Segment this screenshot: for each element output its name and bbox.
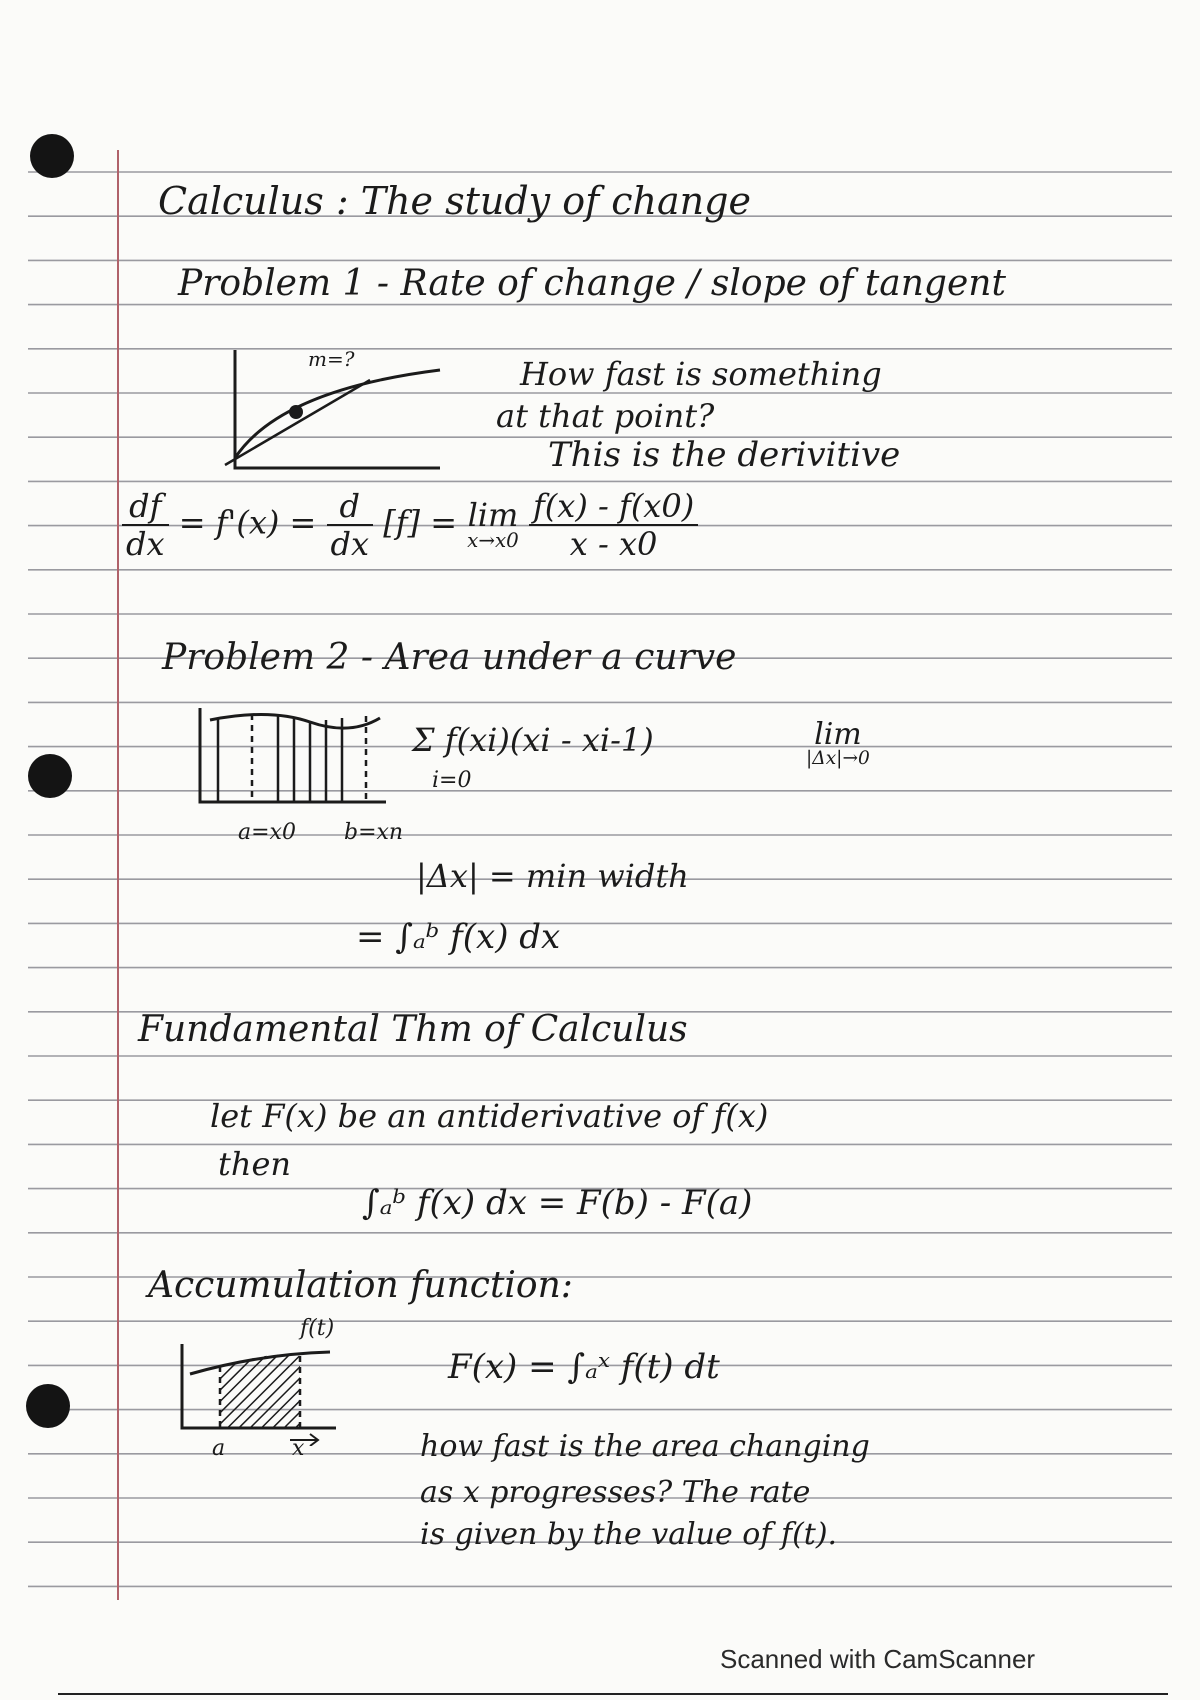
problem1-question-1: How fast is something [520,355,882,393]
slope-label: m=? [308,347,355,371]
accumulation-definition: F(x) = ∫ₐˣ f(t) dt [448,1347,720,1387]
riemann-axis-b: b=xn [344,820,404,845]
accumulation-axis-a: a [212,1436,226,1461]
ftc-line1: let F(x) be an antiderivative of f(x) [210,1097,769,1135]
problem2-heading: Problem 2 - Area under a curve [162,637,737,678]
page-title: Calculus : The study of change [158,179,751,223]
binder-hole-top [30,134,74,178]
derivative-definition [122,487,698,563]
min-width-note: |Δx| = min width [416,857,689,895]
riemann-axis-a: a=x0 [238,820,296,845]
accumulation-curve-label: f(t) [300,1316,335,1341]
riemann-sum-sketch [190,700,390,820]
ftc-heading: Fundamental Thm of Calculus [138,1009,688,1050]
accumulation-sketch [160,1336,340,1446]
ftc-formula: ∫ₐᵇ f(x) dx = F(b) - F(a) [362,1183,753,1223]
difference-quotient: $\frac{f(x) - f(x0)}{x - x0}$ [529,490,698,560]
bracket-f: [f] = [383,503,457,542]
accumulation-question-2: as x progresses? The rate [420,1475,811,1510]
tangent-sketch [220,340,450,480]
riemann-sum [412,721,654,759]
accumulation-heading: Accumulation function: [148,1265,573,1306]
riemann-limit [806,717,870,769]
limit-word: lim [814,717,862,752]
problem1-heading: Problem 1 - Rate of change / slope of tangent [178,263,1006,304]
sum-expression: Σ f(xi)(xi - xi-1) [412,721,654,759]
binder-hole-bottom [26,1384,70,1428]
area-integral: = ∫ₐᵇ f(x) dx [356,917,561,957]
scanner-watermark: Scanned with CamScanner [720,1644,1036,1674]
accumulation-question-1: how fast is the area changing [420,1429,870,1464]
d-dx-operator: $\frac{d}{dx}$ [327,490,374,560]
derivative-equals: = f'(x) = [178,503,317,542]
problem1-note: This is the derivitive [548,435,901,475]
problem1-question-2: at that point? [496,397,715,435]
binder-hole-middle [28,754,72,798]
df-dx-fraction: $\frac{df}{dx}$ [122,490,169,560]
limit-operator: lim x→x0 [467,496,519,553]
accumulation-axis-x: x [292,1436,305,1461]
sum-index: i=0 [432,768,472,793]
ftc-line2 [218,1145,292,1183]
limit-condition: |Δx|→0 [806,748,870,769]
bottom-rule [58,1693,1168,1695]
ftc-then: then [218,1145,292,1183]
accumulation-question-3: is given by the value of f(t). [420,1517,838,1552]
